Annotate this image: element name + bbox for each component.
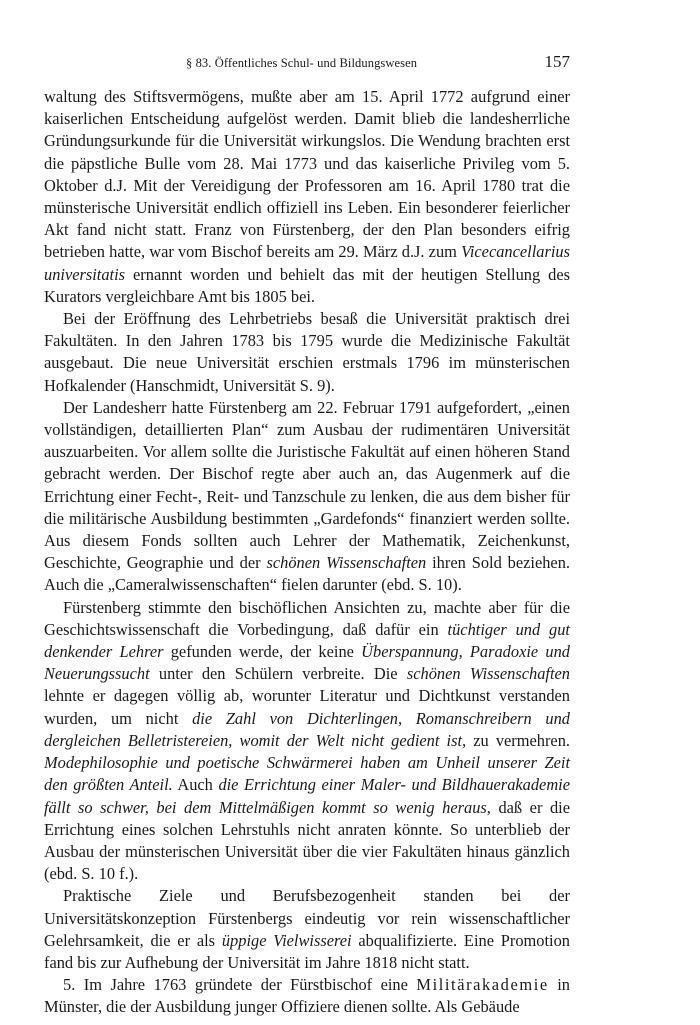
paragraph (44, 86, 570, 308)
italic-phrase: schönen Wissenschaften (406, 664, 570, 684)
text-run: zu vermehren. (466, 730, 570, 750)
italic-phrase: üppige Vielwisserei (221, 930, 352, 950)
text-run: daß er die Errichtung eines solchen Lehrstuhls nicht anraten könnte. So unterblieb der Ausbau der münsterischen Universität über die vier Fakultäten hinaus gänzlich (ebd. S. 10 f.). (44, 797, 571, 884)
text-run: Bei der Eröffnung des Lehrbetriebs besaß die Universität praktisch drei Fakultäten. In den Jahren 1783 bis 1795 wurde die Medizinische Fakultät ausgebaut. Die neue Universität erschien erstmals 1796 im münsterischen Hofkalender (Hanschmidt, Universität S. 9). (44, 309, 570, 395)
italic-phrase: schönen Wissenschaften (266, 553, 427, 573)
body-text (44, 86, 570, 1019)
paragraph (44, 308, 570, 397)
page-number: 157 (544, 52, 570, 71)
text-run: in Münster, die der Ausbildung junger Offiziere dienen sollte. Als Gebäude (44, 975, 570, 1017)
italic-phrase: tüchtiger und gut denkender Lehrer (44, 619, 570, 662)
text-run: 5. Im Jahre 1763 gründete der Fürstbischof eine (63, 975, 417, 995)
text-run: lehnte er dagegen völlig ab, worunter Literatur und Dichtkunst verstanden wurden, um nicht (44, 686, 570, 728)
spaced-term: Militärakademie (416, 975, 549, 995)
text-run: Praktische Ziele und Berufsbezogenheit standen bei der Universitätskonzeption Fürstenbergs eindeutig vor rein wissenschaftlicher Gelehrsamkeit, die er als (44, 886, 570, 950)
text-run: Fürstenberg stimmte den bischöflichen Ansichten zu, machte aber für die Geschichtswissenschaft die Vorbedingung, daß dafür ein (44, 597, 570, 639)
italic-phrase: die Errichtung einer Maler- und Bildhauerakademie fällt so schwer, bei dem Mittelmäßigen kommt so wenig heraus, (44, 775, 570, 817)
text-run: waltung des Stiftsvermögens, mußte aber am 15. April 1772 aufgrund einer kaiserlichen Entscheidung aufgelöst werden. Damit blieb die landesherrliche Gründungsurkunde für die Universität wirkungslos. Die Wendung brachten erst die päpstliche Bulle vom 28. Mai 1773 und das kaiserliche Privileg vom 5. Oktober d.J. Mit der Vereidigung der Professoren am 16. April 1780 trat die münsterische Universität endlich offiziell ins Leben. Ein besonderer feierlicher Akt fand nicht statt. Franz von Fürstenberg, der den Plan besonders eifrig betrieben hatte, war vom Bischof bereits am 29. März d.J. zum (44, 87, 570, 262)
paragraph (44, 597, 570, 886)
text-run: abqualifizierte. Eine Promotion fand bis zur Aufhebung der Universität im Jahre 1818 nicht statt. (44, 930, 570, 972)
page-header (44, 52, 570, 76)
italic-phrase: die Zahl von Dichterlingen, Romanschreibern und dergleichen Belletristereien, womit der Welt nicht gedient ist, (44, 708, 571, 750)
italic-phrase: Überspannung, Paradoxie und Neuerungssucht (44, 642, 570, 684)
text-run: Der Landesherr hatte Fürstenberg am 22. Februar 1791 aufgefordert, „einen vollständigen, detaillierten Plan“ zum Ausbau der rudimentären Universität auszuarbeiten. Vor allem sollte die Juristische Fakultät auf einen höheren Stand gebracht werden. Der Bischof regte aber auch an, das Augenmerk auf die Errichtung einer Fecht-, Reit- und Tanzschule zu lenken, die aus dem bisher für die militärische Ausbildung bestimmten „Gardefonds“ finanziert werden sollte. Aus diesem Fonds sollten auch Lehrer der Mathematik, Zeichenkunst, Geschichte, Geographie und der (44, 397, 570, 573)
paragraph (44, 974, 570, 1018)
text-run: ihren Sold beziehen. Auch die „Cameralwissenschaften“ fielen darunter (ebd. S. 10). (44, 553, 570, 595)
running-head: § 83. Öffentliches Schul- und Bildungswesen (186, 56, 418, 70)
paragraph (44, 397, 570, 597)
text-run: ernannt worden und behielt das mit der heutigen Stellung des Kurators vergleichbare Amt bis 1805 bei. (44, 264, 570, 306)
text-run: unter den Schülern verbreite. Die (149, 664, 407, 684)
paragraph (44, 885, 570, 974)
text-run: Auch (172, 775, 219, 795)
italic-phrase: Modephilosophie und poetische Schwärmerei haben am Unheil unserer Zeit den größten Anteil. (44, 753, 570, 795)
text-run: gefunden werde, der keine (163, 642, 362, 662)
italic-phrase: Vicecancellarius universitatis (44, 242, 570, 284)
